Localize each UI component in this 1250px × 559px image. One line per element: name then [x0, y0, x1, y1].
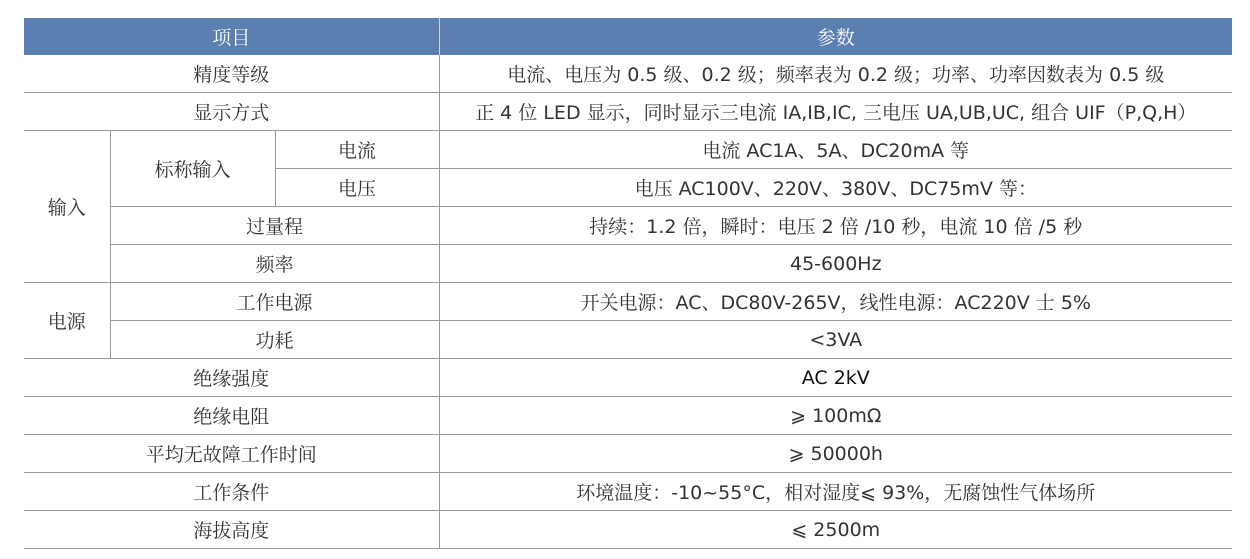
- row-value: <3VA: [439, 321, 1232, 359]
- row-label: 绝缘强度: [24, 359, 439, 397]
- row-value: 45-600Hz: [439, 245, 1232, 283]
- row-value: 电流 AC1A、5A、DC20mA 等: [439, 131, 1232, 169]
- row-value: ⩾ 50000h: [439, 435, 1232, 473]
- table-row: [24, 93, 1232, 131]
- row-label: 海拔高度: [24, 511, 439, 549]
- row-value: ⩾ 100mΩ: [439, 397, 1232, 435]
- row-label: 工作条件: [24, 473, 439, 511]
- row-label: 精度等级: [24, 55, 439, 93]
- row-label: 绝缘电阻: [24, 397, 439, 435]
- table-row: [24, 283, 1232, 321]
- header-item: 项目: [24, 18, 439, 55]
- table-row: [24, 55, 1232, 93]
- row-label: 过量程: [110, 207, 439, 245]
- row-value: 开关电源：AC、DC80V-265V，线性电源：AC220V 士 5%: [439, 283, 1232, 321]
- row-value: 电流、电压为 0.5 级、0.2 级；频率表为 0.2 级；功率、功率因数表为 0.5 级: [439, 55, 1232, 93]
- row-label: 显示方式: [24, 93, 439, 131]
- group-label-input: 输入: [24, 131, 110, 283]
- table-row: [24, 473, 1232, 511]
- row-label: 功耗: [110, 321, 439, 359]
- table-row: [24, 321, 1232, 359]
- header-row: [24, 18, 1232, 55]
- group-label-power: 电源: [24, 283, 110, 359]
- subgroup-label-rated: 标称输入: [110, 131, 275, 207]
- table-row: [24, 131, 1232, 169]
- row-value: 正 4 位 LED 显示，同时显示三电流 IA,IB,IC, 三电压 UA,UB,UC, 组合 UIF（P,Q,H）: [439, 93, 1232, 131]
- row-value: 持续：1.2 倍，瞬时：电压 2 倍 /10 秒，电流 10 倍 /5 秒: [439, 207, 1232, 245]
- table-row: [24, 435, 1232, 473]
- row-value: ⩽ 2500m: [439, 511, 1232, 549]
- row-value: AC 2kV: [439, 359, 1232, 397]
- table-row: [24, 245, 1232, 283]
- row-label: 电压: [275, 169, 439, 207]
- table-row: [24, 397, 1232, 435]
- header-param: 参数: [439, 18, 1232, 55]
- row-value: 环境温度：-10~55°C，相对湿度⩽ 93%，无腐蚀性气体场所: [439, 473, 1232, 511]
- spec-table: [24, 18, 1232, 549]
- table-row: [24, 511, 1232, 549]
- row-label: 工作电源: [110, 283, 439, 321]
- row-label: 平均无故障工作时间: [24, 435, 439, 473]
- table-row: [24, 359, 1232, 397]
- row-label: 电流: [275, 131, 439, 169]
- row-label: 频率: [110, 245, 439, 283]
- table-row: [24, 207, 1232, 245]
- row-value: 电压 AC100V、220V、380V、DC75mV 等：: [439, 169, 1232, 207]
